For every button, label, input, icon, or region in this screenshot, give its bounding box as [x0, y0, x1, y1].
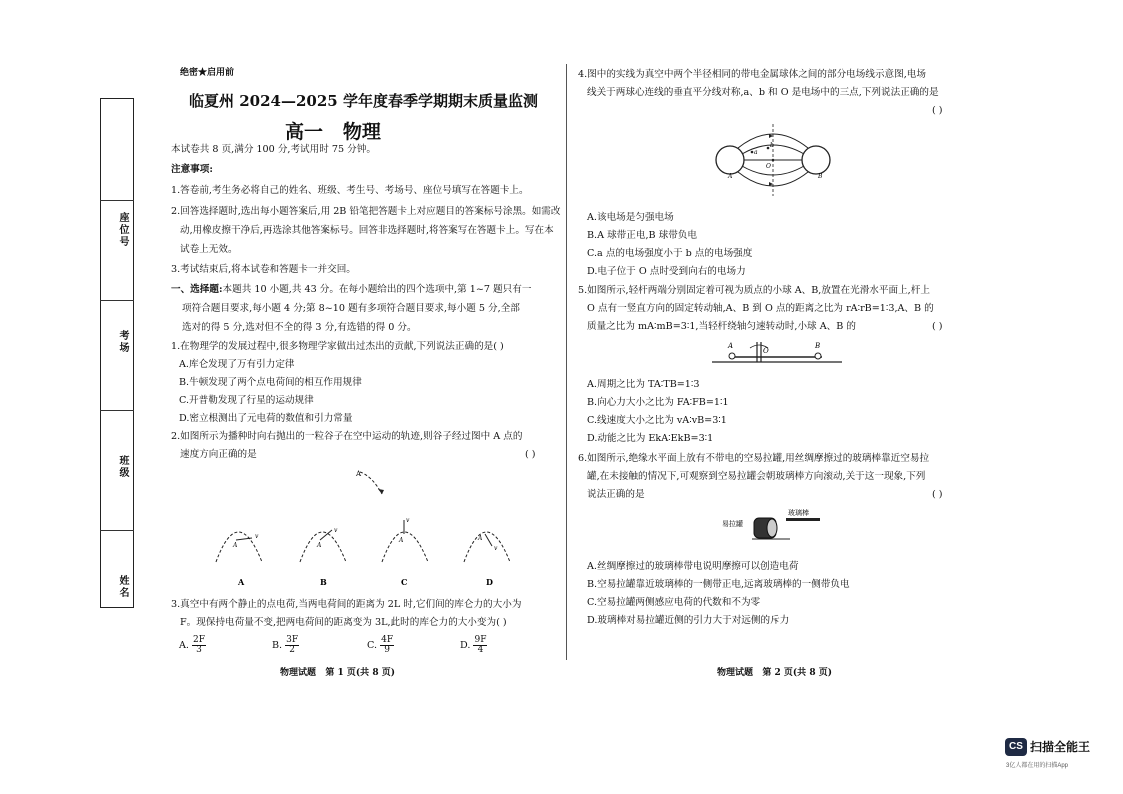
- q3-denominator: 4: [477, 645, 484, 655]
- q2-arc-c: [382, 532, 428, 562]
- q5-option-a: A.周期之比为 TA∶TB=1∶3: [587, 379, 700, 390]
- label-a: A: [728, 342, 734, 350]
- q2-option-b-label: B: [320, 577, 327, 587]
- q5-stem: 5.如图所示,轻杆两端分别固定着可视为质点的小球 A、B,放置在光滑水平面上,杆上: [578, 285, 930, 296]
- point-b-dot: [767, 147, 770, 150]
- glass-rod: [786, 518, 820, 521]
- arrow-icon: [769, 134, 773, 138]
- section-heading: 一、选择题:: [171, 284, 223, 295]
- q3-stem-2: F。现保持电荷量不变,把两电荷间的距离变为 3L,此时的库仑力的大小变为( ): [180, 617, 507, 628]
- q5-option-c: C.线速度大小之比为 vA∶vB=3∶1: [587, 415, 727, 426]
- q6-option-b: B.空易拉罐靠近玻璃棒的一侧带正电,远离玻璃棒的一侧带负电: [587, 579, 850, 590]
- label-a: a: [754, 149, 758, 156]
- note-line: 动,用橡皮擦干净后,再选涂其他答案标号。回答非选择题时,将答案写在答题卡上。写在本: [180, 225, 554, 236]
- q2-option-c-label: C: [401, 577, 408, 587]
- q3-option-letter: D.: [460, 640, 471, 651]
- q3-option-letter: A.: [179, 640, 189, 651]
- note-line: 试卷上无效。: [180, 244, 238, 255]
- q4-option-a: A.该电场是匀强电场: [587, 212, 674, 223]
- q4-option-d: D.电子位于 O 点时受到向右的电场力: [587, 266, 746, 277]
- point-d-label: A: [478, 535, 483, 542]
- section-line: 项符合题目要求,每小题 4 分;第 8~10 题有多项符合题目要求,每小题 5 分,全部: [182, 303, 520, 314]
- label-sphere-a: A: [728, 173, 733, 180]
- point-o-dot: [772, 159, 775, 162]
- exam-room-label: 考场: [117, 330, 128, 354]
- q2-point-label: A: [356, 470, 362, 478]
- q3-denominator: 9: [384, 645, 390, 655]
- note-line: 2.回答选择题时,选出每小题答案后,用 2B 铅笔把答题卡上对应题目的答案标号涂黑。如需改: [171, 206, 561, 217]
- q2-arc-b: [300, 532, 346, 562]
- q1-option-c: C.开普勒发现了行星的运动规律: [179, 395, 314, 406]
- q3-option-a: [179, 636, 206, 655]
- sphere-b: [802, 146, 830, 174]
- q5-option-b: B.向心力大小之比为 FA∶FB=1∶1: [587, 397, 729, 408]
- velocity-label-a: v: [255, 533, 259, 540]
- q3-numerator: 3F: [286, 635, 299, 645]
- note-line: 1.答卷前,考生务必将自己的姓名、班级、考生号、考场号、座位号填写在答题卡上。: [171, 185, 529, 196]
- binding-divider: [100, 200, 134, 201]
- q3-stem: 3.真空中有两个静止的点电荷,当两电荷间的距离为 2L 时,它们间的库仑力的大小为: [171, 599, 522, 610]
- q6-stem-2: 罐,在未接触的情况下,可观察到空易拉罐会朝玻璃棒方向滚动,关于这一现象,下列: [587, 471, 926, 482]
- q5-rod-figure: [712, 338, 842, 368]
- q2-trajectory-figure: [200, 462, 530, 592]
- q1-option-b: B.牛顿发现了两个点电荷间的相互作用规律: [179, 377, 362, 388]
- section-line: 选对的得 5 分,选对但不全的得 3 分,有选错的得 0 分。: [182, 322, 417, 333]
- q3-option-b: [272, 636, 299, 655]
- q6-stem-3: 说法正确的是: [587, 489, 645, 500]
- confidential-mark: 绝密★启用前: [180, 68, 235, 78]
- q3-option-letter: B.: [272, 640, 283, 651]
- watermark-title: 扫描全能王: [1030, 740, 1091, 754]
- q2-stem-2: 速度方向正确的是: [180, 449, 257, 460]
- label-b: b: [770, 142, 774, 149]
- binding-divider: [100, 530, 134, 531]
- q3-denominator: 3: [196, 645, 202, 655]
- label-o: O: [763, 347, 769, 355]
- velocity-label-d: v: [494, 545, 498, 552]
- page-divider: [566, 64, 567, 660]
- q4-stem-2: 线关于两球心连线的垂直平分线对称,a、b 和 O 是电场中的三点,下列说法正确的是: [587, 87, 939, 98]
- q2-option-a-label: A: [238, 577, 245, 587]
- point-a-label: A: [233, 542, 238, 549]
- seat-number-label: 座位号: [117, 212, 128, 248]
- q3-numerator: 2F: [193, 635, 206, 645]
- ball-b: [815, 353, 821, 359]
- binding-divider: [100, 410, 134, 411]
- q4-answer-paren: ( ): [932, 105, 943, 116]
- point-c-label: A: [399, 537, 404, 544]
- velocity-label-c: v: [406, 517, 410, 524]
- page-1-footer: 物理试题 第 1 页(共 8 页): [280, 668, 395, 678]
- section-line: 本题共 10 小题,共 43 分。在每小题给出的四个选项中,第 1~7 题只有一: [222, 284, 532, 295]
- label-sphere-b: B: [818, 173, 823, 180]
- q4-option-b: B.A 球带正电,B 球带负电: [587, 230, 697, 241]
- q3-option-d: [460, 636, 487, 655]
- q5-stem-2: O 点有一竖直方向的固定转动轴,A、B 到 O 点的距离之比为 rA∶rB=1∶3,A、B 的: [587, 303, 934, 314]
- point-b-label: A: [317, 542, 322, 549]
- point-a-dot: [751, 151, 754, 154]
- q2-answer-paren: ( ): [525, 449, 536, 460]
- q3-denominator: 2: [289, 645, 296, 655]
- q6-stem: 6.如图所示,绝缘水平面上放有不带电的空易拉罐,用丝绸摩擦过的玻璃棒靠近空易拉: [578, 453, 930, 464]
- q3-numerator: 4F: [381, 635, 394, 645]
- label-o: O: [766, 163, 771, 170]
- q1-option-a: A.库仑发现了万有引力定律: [179, 359, 295, 370]
- q5-option-d: D.动能之比为 EkA∶EkB=3∶1: [587, 433, 714, 444]
- q4-stem: 4.图中的实线为真空中两个半径相同的带电金属球体之间的部分电场线示意图,电场: [578, 69, 926, 80]
- q6-option-c: C.空易拉罐两侧感应电荷的代数和不为零: [587, 597, 761, 608]
- q1-stem: 1.在物理学的发展过程中,很多物理学家做出过杰出的贡献,下列说法正确的是( ): [171, 341, 504, 352]
- arrow-icon: [769, 182, 773, 186]
- name-label: 姓名: [117, 575, 128, 599]
- binding-divider: [100, 300, 134, 301]
- q3-option-c: [367, 636, 394, 655]
- q4-option-c: C.a 点的电场强度小于 b 点的电场强度: [587, 248, 753, 259]
- q5-stem-3: 质量之比为 mA∶mB=3∶1,当轻杆绕轴匀速转动时,小球 A、B 的: [587, 321, 856, 332]
- q1-option-d: D.密立根测出了元电荷的数值和引力常量: [179, 413, 353, 424]
- subject-title: 高一 物理: [285, 121, 381, 143]
- q6-answer-paren: ( ): [932, 489, 943, 500]
- q4-field-figure: [708, 118, 838, 198]
- velocity-label-b: v: [334, 527, 338, 534]
- exam-title: 临夏州 2024—2025 学年度春季学期期末质量监测: [189, 92, 538, 110]
- scanner-logo-icon: CS: [1005, 738, 1027, 756]
- rod-label: 玻璃棒: [788, 509, 809, 517]
- arrow-icon: [378, 489, 384, 494]
- intro-text: 本试卷共 8 页,满分 100 分,考试用时 75 分钟。: [171, 144, 376, 155]
- q2-vector-d: [485, 534, 492, 546]
- can-label: 易拉罐: [722, 520, 743, 528]
- q6-can-figure: [722, 504, 852, 548]
- notes-heading: 注意事项:: [171, 164, 213, 175]
- page-2-footer: 物理试题 第 2 页(共 8 页): [717, 668, 832, 678]
- soda-can-end: [767, 519, 777, 537]
- q2-trajectory-path: [360, 472, 382, 494]
- label-b: B: [815, 342, 821, 350]
- q3-numerator: 9F: [474, 635, 487, 645]
- q2-stem: 2.如图所示为播种时向右抛出的一粒谷子在空中运动的轨迹,则谷子经过图中 A 点的: [171, 431, 523, 442]
- q6-option-d: D.玻璃棒对易拉罐近侧的引力大于对远侧的斥力: [587, 615, 790, 626]
- q5-answer-paren: ( ): [932, 321, 943, 332]
- q2-option-d-label: D: [486, 577, 493, 587]
- q3-option-letter: C.: [367, 640, 378, 651]
- sphere-a: [716, 146, 744, 174]
- watermark-subtitle: 3亿人都在用的扫描App: [1006, 763, 1069, 769]
- q6-option-a: A.丝绸摩擦过的玻璃棒带电说明摩擦可以创造电荷: [587, 561, 799, 572]
- class-label: 班级: [117, 455, 128, 479]
- note-line: 3.考试结束后,将本试卷和答题卡一并交回。: [171, 264, 356, 275]
- ball-a: [729, 353, 735, 359]
- section-intro: [171, 283, 531, 297]
